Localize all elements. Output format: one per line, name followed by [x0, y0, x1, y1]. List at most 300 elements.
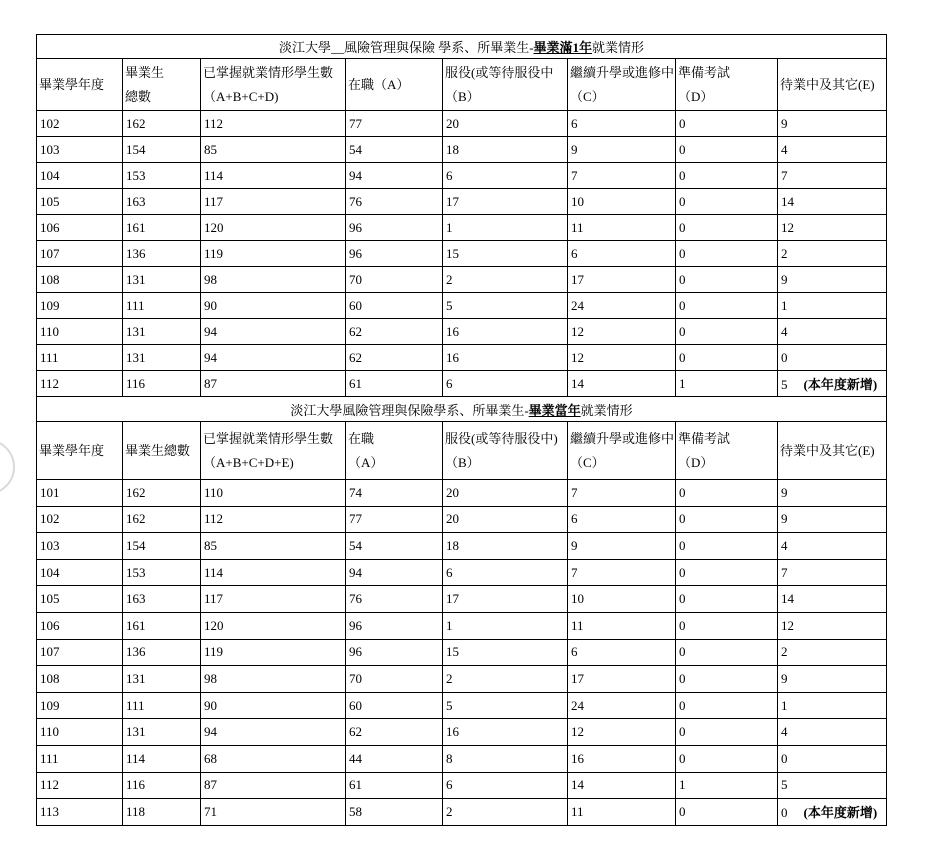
value-cell — [201, 137, 346, 163]
value-cell — [201, 612, 346, 639]
cell-value: 9 — [571, 537, 578, 553]
value-cell — [778, 772, 887, 799]
cell-value: 4 — [781, 141, 788, 157]
value-cell — [568, 772, 676, 799]
cell-value: 85 — [204, 141, 217, 157]
cell-value: 0 — [679, 591, 686, 607]
cell-value: 90 — [204, 697, 217, 713]
cell-value: 7 — [571, 484, 578, 500]
value-cell — [123, 666, 201, 693]
value-cell — [346, 215, 443, 241]
value-cell — [346, 745, 443, 772]
value-cell — [346, 772, 443, 799]
table-row — [37, 559, 887, 586]
cell-value: 113 — [40, 803, 60, 819]
column-header-line: 已掌握就業情形學生數 — [203, 64, 334, 80]
year-cell — [37, 666, 123, 693]
value-cell — [201, 293, 346, 319]
value-cell — [676, 371, 778, 397]
cell-value: 4 — [781, 323, 788, 339]
value-cell — [568, 371, 676, 397]
value-cell — [676, 666, 778, 693]
table-row — [37, 111, 887, 137]
value-cell — [443, 371, 568, 397]
cell-value: 136 — [126, 245, 146, 261]
value-cell — [346, 692, 443, 719]
table1-body — [37, 111, 887, 397]
cell-value: 120 — [204, 219, 224, 235]
cell-value: 102 — [40, 115, 60, 131]
value-cell — [123, 772, 201, 799]
cell-value: 0 — [679, 115, 686, 131]
cell-value: 15 — [446, 644, 459, 660]
value-cell — [346, 506, 443, 533]
value-cell — [346, 345, 443, 371]
table2-title-post: 就業情形 — [580, 402, 633, 418]
cell-value: 116 — [126, 375, 146, 391]
value-cell — [778, 586, 887, 613]
cell-value: 131 — [126, 724, 146, 740]
cell-value: 1 — [679, 375, 686, 391]
cell-value: 112 — [204, 511, 224, 527]
cell-value: 161 — [126, 617, 146, 633]
year-cell — [37, 506, 123, 533]
value-cell — [443, 559, 568, 586]
value-cell — [676, 719, 778, 746]
cell-value: 111 — [126, 297, 145, 313]
value-cell — [443, 267, 568, 293]
cell-value: 16 — [571, 750, 584, 766]
value-cell — [778, 267, 887, 293]
cell-value: 108 — [40, 271, 60, 287]
value-cell — [201, 745, 346, 772]
cell-value: 9 — [781, 511, 788, 527]
column-header-line: 服役(或等待服役中) — [445, 430, 558, 446]
cell-value: 0 — [679, 141, 686, 157]
cell-value: 24 — [571, 697, 584, 713]
value-cell — [568, 612, 676, 639]
cell-value: 9 — [781, 670, 788, 686]
value-cell — [123, 719, 201, 746]
cell-value: 9 — [571, 141, 578, 157]
value-cell — [443, 666, 568, 693]
value-cell — [201, 345, 346, 371]
cell-value: 116 — [126, 777, 146, 793]
column-header — [123, 59, 201, 111]
cell-value: 5 — [446, 297, 453, 313]
year-cell — [37, 719, 123, 746]
column-header-line: 準備考試 — [678, 64, 731, 80]
cell-value: 4 — [781, 537, 788, 553]
table-row — [37, 612, 887, 639]
cell-value: 163 — [126, 193, 146, 209]
value-cell — [443, 692, 568, 719]
value-cell — [676, 241, 778, 267]
cell-value: 6 — [446, 167, 453, 183]
value-cell — [123, 692, 201, 719]
value-cell — [778, 533, 887, 560]
value-cell — [778, 371, 887, 397]
cell-value: 60 — [349, 697, 362, 713]
value-cell — [676, 799, 778, 826]
cell-value: 0 — [679, 617, 686, 633]
value-cell — [346, 639, 443, 666]
cell-value: 154 — [126, 141, 146, 157]
value-cell — [201, 639, 346, 666]
cell-value: 7 — [781, 167, 788, 183]
value-cell — [346, 586, 443, 613]
cell-value: 17 — [446, 193, 459, 209]
value-cell — [123, 371, 201, 397]
cell-value: 6 — [571, 245, 578, 261]
cell-value: 105 — [40, 193, 60, 209]
value-cell — [201, 319, 346, 345]
table-row — [37, 137, 887, 163]
column-header — [37, 422, 123, 480]
value-cell — [568, 506, 676, 533]
value-cell — [568, 639, 676, 666]
cell-value: 85 — [204, 537, 217, 553]
value-cell — [443, 533, 568, 560]
value-cell — [346, 293, 443, 319]
cell-value: 162 — [126, 484, 146, 500]
table2-title — [37, 397, 887, 422]
table-row — [37, 772, 887, 799]
cell-value: 6 — [571, 644, 578, 660]
column-header-line: 已掌握就業情形學生數 — [203, 430, 334, 446]
cell-value: 0 — [679, 803, 686, 819]
cell-value: 109 — [40, 697, 60, 713]
value-cell — [443, 137, 568, 163]
cell-value: 12 — [571, 724, 584, 740]
cell-value: 136 — [126, 644, 146, 660]
new-this-year-note: (本年度新增) — [803, 377, 878, 392]
cell-value: 0 — [679, 511, 686, 527]
decorative-ring-edge — [0, 430, 20, 500]
column-header — [346, 422, 443, 480]
cell-value: 107 — [40, 245, 60, 261]
value-cell — [123, 163, 201, 189]
year-cell — [37, 319, 123, 345]
column-header — [346, 59, 443, 111]
cell-value: 9 — [781, 115, 788, 131]
value-cell — [201, 480, 346, 507]
value-cell — [676, 586, 778, 613]
table-row — [37, 639, 887, 666]
value-cell — [676, 692, 778, 719]
value-cell — [778, 241, 887, 267]
value-cell — [201, 799, 346, 826]
column-header-line: 在職 — [348, 430, 375, 446]
cell-value: 103 — [40, 537, 60, 553]
column-header-line: 總數 — [125, 88, 152, 104]
cell-value: 71 — [204, 803, 217, 819]
value-cell — [123, 506, 201, 533]
column-header — [568, 59, 676, 111]
value-cell — [201, 506, 346, 533]
year-cell — [37, 345, 123, 371]
value-cell — [443, 163, 568, 189]
value-cell — [201, 163, 346, 189]
value-cell — [778, 163, 887, 189]
cell-value: 0 — [679, 644, 686, 660]
cell-value: 0 — [679, 564, 686, 580]
year-cell — [37, 692, 123, 719]
cell-value: 9 — [781, 271, 788, 287]
cell-value: 119 — [204, 245, 224, 261]
cell-value: 106 — [40, 219, 60, 235]
cell-value: 87 — [204, 777, 217, 793]
cell-value: 54 — [349, 141, 362, 157]
cell-value: 14 — [571, 375, 584, 391]
cell-value: 118 — [126, 803, 146, 819]
year-cell — [37, 799, 123, 826]
value-cell — [346, 319, 443, 345]
cell-value: 154 — [126, 537, 146, 553]
employment-table-one-year-after-graduation — [36, 34, 887, 397]
cell-value: 16 — [446, 323, 459, 339]
table-row — [37, 215, 887, 241]
cell-value: 131 — [126, 323, 146, 339]
value-cell — [676, 319, 778, 345]
value-cell — [201, 772, 346, 799]
cell-value: 117 — [204, 193, 224, 209]
cell-value: 101 — [40, 484, 60, 500]
cell-value: 90 — [204, 297, 217, 313]
cell-value: 70 — [349, 271, 362, 287]
new-this-year-note: (本年度新增) — [803, 805, 878, 821]
cell-value: 12 — [781, 219, 794, 235]
value-cell — [676, 612, 778, 639]
table-row — [37, 293, 887, 319]
cell-value: 9 — [781, 484, 788, 500]
cell-value: 162 — [126, 511, 146, 527]
cell-value: 58 — [349, 803, 362, 819]
cell-value: 112 — [204, 115, 224, 131]
year-cell — [37, 215, 123, 241]
value-cell — [443, 215, 568, 241]
table2-title-highlight: 畢業當年 — [528, 402, 581, 418]
cell-value: 12 — [781, 617, 794, 633]
cell-value: 4 — [781, 724, 788, 740]
value-cell — [778, 480, 887, 507]
value-cell — [676, 480, 778, 507]
cell-value: 0 — [679, 219, 686, 235]
value-cell — [123, 241, 201, 267]
cell-value: 1 — [446, 617, 453, 633]
cell-value: 94 — [349, 564, 362, 580]
cell-value: 17 — [571, 271, 584, 287]
table-row — [37, 745, 887, 772]
cell-value: 10 — [571, 591, 584, 607]
cell-value: 18 — [446, 141, 459, 157]
cell-value: 103 — [40, 141, 60, 157]
year-cell — [37, 480, 123, 507]
cell-value: 114 — [126, 750, 146, 766]
table-row — [37, 719, 887, 746]
year-cell — [37, 559, 123, 586]
cell-value: 7 — [571, 564, 578, 580]
cell-value: 2 — [446, 670, 453, 686]
year-cell — [37, 293, 123, 319]
year-cell — [37, 772, 123, 799]
value-cell — [568, 480, 676, 507]
cell-value: 8 — [446, 750, 453, 766]
value-cell — [123, 480, 201, 507]
value-cell — [676, 772, 778, 799]
value-cell — [568, 586, 676, 613]
value-cell — [201, 666, 346, 693]
cell-value: 120 — [204, 617, 224, 633]
value-cell — [778, 639, 887, 666]
value-cell — [778, 215, 887, 241]
cell-value: 5 — [781, 377, 788, 392]
cell-value: 107 — [40, 644, 60, 660]
value-cell — [443, 345, 568, 371]
value-cell — [778, 666, 887, 693]
cell-value: 0 — [679, 167, 686, 183]
value-cell — [123, 215, 201, 241]
cell-value: 62 — [349, 323, 362, 339]
column-header — [676, 59, 778, 111]
column-header-line: （D） — [678, 88, 714, 104]
cell-value: 163 — [126, 591, 146, 607]
column-header-line: 待業中及其它(E) — [780, 76, 875, 92]
cell-value: 161 — [126, 219, 146, 235]
value-cell — [123, 745, 201, 772]
value-cell — [123, 533, 201, 560]
value-cell — [123, 319, 201, 345]
value-cell — [123, 612, 201, 639]
value-cell — [443, 772, 568, 799]
cell-value: 16 — [446, 724, 459, 740]
cell-value: 98 — [204, 271, 217, 287]
value-cell — [443, 189, 568, 215]
value-cell — [443, 293, 568, 319]
cell-value: 77 — [349, 511, 362, 527]
table1-title-pre: 淡江大學__風險管理與保險 學系、所畢業生- — [278, 40, 534, 55]
value-cell — [346, 559, 443, 586]
value-cell — [778, 345, 887, 371]
value-cell — [676, 533, 778, 560]
cell-value: 111 — [40, 349, 59, 365]
value-cell — [568, 137, 676, 163]
cell-value: 114 — [204, 167, 224, 183]
cell-value: 17 — [571, 670, 584, 686]
value-cell — [568, 533, 676, 560]
value-cell — [201, 719, 346, 746]
year-cell — [37, 241, 123, 267]
table-row — [37, 267, 887, 293]
value-cell — [568, 293, 676, 319]
value-cell — [443, 719, 568, 746]
value-cell — [778, 745, 887, 772]
cell-value: 2 — [446, 271, 453, 287]
value-cell — [201, 241, 346, 267]
table-row — [37, 319, 887, 345]
cell-value: 153 — [126, 167, 146, 183]
cell-value: 62 — [349, 724, 362, 740]
cell-value: 70 — [349, 670, 362, 686]
cell-value: 1 — [446, 219, 453, 235]
value-cell — [201, 692, 346, 719]
value-cell — [443, 612, 568, 639]
table-row — [37, 586, 887, 613]
cell-value: 12 — [571, 349, 584, 365]
cell-value: 96 — [349, 644, 362, 660]
cell-value: 111 — [126, 697, 145, 713]
column-header — [443, 422, 568, 480]
year-cell — [37, 745, 123, 772]
cell-value: 11 — [571, 803, 584, 819]
value-cell — [201, 111, 346, 137]
cell-value: 0 — [679, 697, 686, 713]
cell-value: 14 — [781, 591, 794, 607]
cell-value: 17 — [446, 591, 459, 607]
column-header — [201, 422, 346, 480]
cell-value: 131 — [126, 349, 146, 365]
table-row — [37, 371, 887, 397]
value-cell — [123, 586, 201, 613]
value-cell — [346, 480, 443, 507]
cell-value: 110 — [204, 484, 224, 500]
value-cell — [123, 267, 201, 293]
value-cell — [201, 559, 346, 586]
column-header-line: 繼續升學或進修中 — [570, 64, 675, 80]
table-row — [37, 692, 887, 719]
cell-value: 6 — [446, 375, 453, 391]
year-cell — [37, 586, 123, 613]
value-cell — [123, 799, 201, 826]
cell-value: 12 — [571, 323, 584, 339]
column-header-line: 畢業生 — [125, 64, 165, 80]
table-row — [37, 241, 887, 267]
value-cell — [676, 267, 778, 293]
cell-value: 94 — [204, 349, 217, 365]
column-header-line: 畢業生總數 — [125, 442, 191, 458]
table-row — [37, 533, 887, 560]
column-header-line: 畢業學年度 — [39, 76, 105, 92]
value-cell — [676, 163, 778, 189]
value-cell — [676, 345, 778, 371]
column-header-line: （D） — [678, 454, 714, 470]
cell-value: 112 — [40, 777, 60, 793]
value-cell — [346, 612, 443, 639]
value-cell — [778, 189, 887, 215]
value-cell — [123, 137, 201, 163]
value-cell — [123, 559, 201, 586]
cell-value: 6 — [446, 777, 453, 793]
value-cell — [346, 719, 443, 746]
value-cell — [201, 586, 346, 613]
column-header-line: 待業中及其它(E) — [780, 442, 875, 458]
cell-value: 0 — [679, 484, 686, 500]
year-cell — [37, 189, 123, 215]
cell-value: 94 — [204, 724, 217, 740]
table1-title-post: 就業情形 — [592, 40, 645, 55]
cell-value: 62 — [349, 349, 362, 365]
value-cell — [778, 506, 887, 533]
cell-value: 87 — [204, 375, 217, 391]
cell-value: 0 — [781, 805, 788, 821]
cell-value: 102 — [40, 511, 60, 527]
cell-value: 111 — [40, 750, 59, 766]
column-header-line: （C） — [570, 88, 605, 104]
value-cell — [346, 241, 443, 267]
value-cell — [123, 189, 201, 215]
cell-value: 98 — [204, 670, 217, 686]
value-cell — [443, 745, 568, 772]
